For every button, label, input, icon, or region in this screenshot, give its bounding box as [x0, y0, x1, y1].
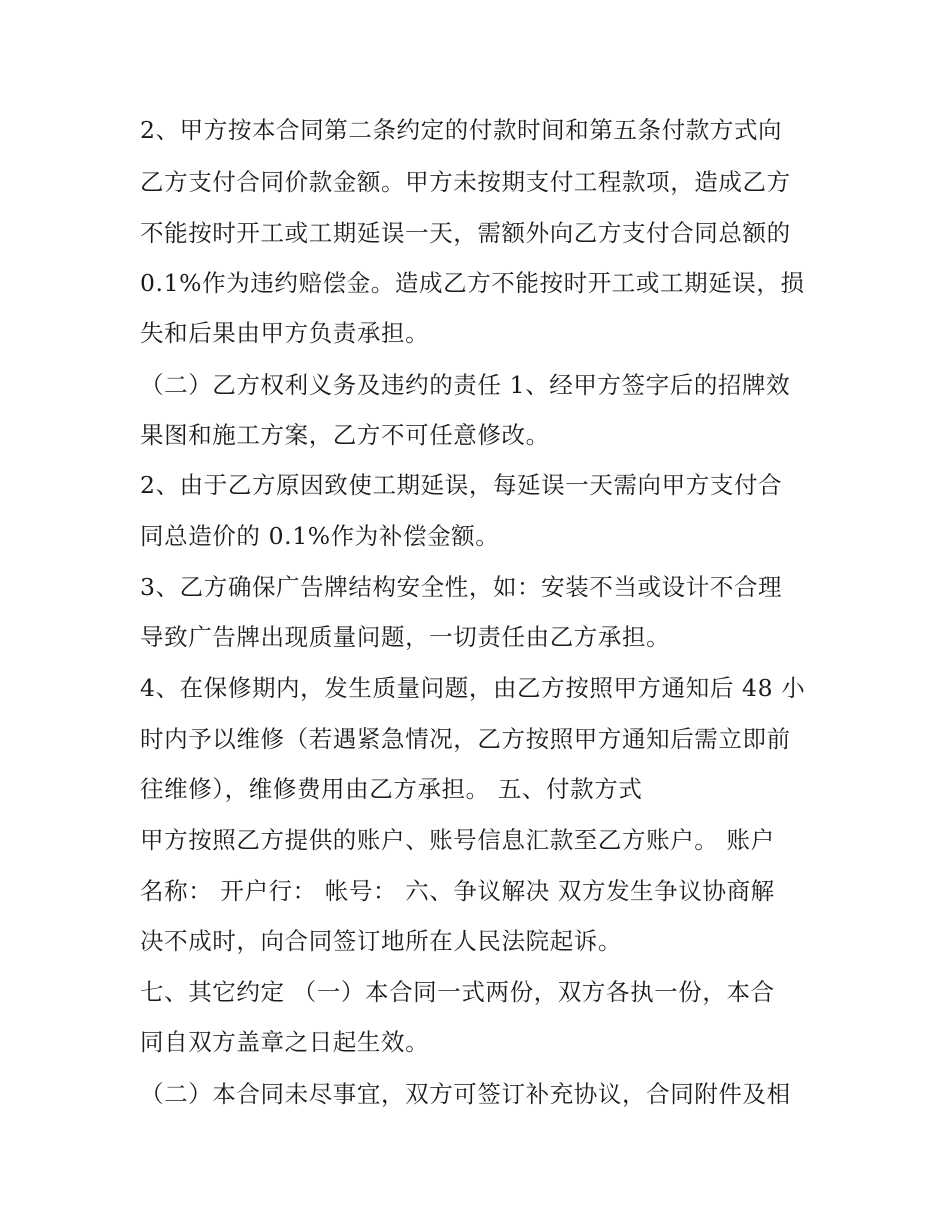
text-line-5: 失和后果由甲方负责承担。	[140, 319, 430, 347]
text-line-4: 0.1%作为违约赔偿金。造成乙方不能按时开工或工期延误，损	[140, 269, 805, 297]
text-line-16: 名称： 开户行： 帐号： 六、争议解决 双方发生争议协商解	[140, 877, 775, 905]
text-line-19: 同自双方盖章之日起生效。	[140, 1028, 430, 1056]
text-line-1: 2、甲方按本合同第二条约定的付款时间和第五条付款方式向	[140, 116, 783, 144]
text-line-15: 甲方按照乙方提供的账户、账号信息汇款至乙方账户。 账户	[140, 826, 775, 854]
text-line-20: （二）本合同未尽事宜，双方可签订补充协议，合同附件及相	[140, 1080, 791, 1108]
text-line-6: （二）乙方权利义务及违约的责任 1、经甲方签字后的招牌效	[140, 371, 791, 399]
text-line-2: 乙方支付合同价款金额。甲方未按期支付工程款项，造成乙方	[140, 168, 791, 196]
text-line-8: 2、由于乙方原因致使工期延误，每延误一天需向甲方支付合	[140, 471, 783, 499]
text-line-14: 往维修），维修费用由乙方承担。 五、付款方式	[140, 775, 643, 803]
text-line-10: 3、乙方确保广告牌结构安全性，如：安装不当或设计不合理	[140, 573, 783, 601]
text-line-18: 七、其它约定 （一）本合同一式两份，双方各执一份，本合	[140, 978, 775, 1006]
text-line-17: 决不成时，向合同签订地所在人民法院起诉。	[140, 927, 622, 955]
text-line-12: 4、在保修期内，发生质量问题，由乙方按照甲方通知后 48 小	[140, 674, 806, 702]
text-line-13: 时内予以维修（若遇紧急情况，乙方按照甲方通知后需立即前	[140, 725, 791, 753]
text-line-7: 果图和施工方案，乙方不可任意修改。	[140, 421, 550, 449]
text-line-9: 同总造价的 0.1%作为补偿金额。	[140, 522, 500, 550]
text-line-11: 导致广告牌出现质量问题，一切责任由乙方承担。	[140, 623, 671, 651]
text-line-3: 不能按时开工或工期延误一天，需额外向乙方支付合同总额的	[140, 219, 791, 247]
